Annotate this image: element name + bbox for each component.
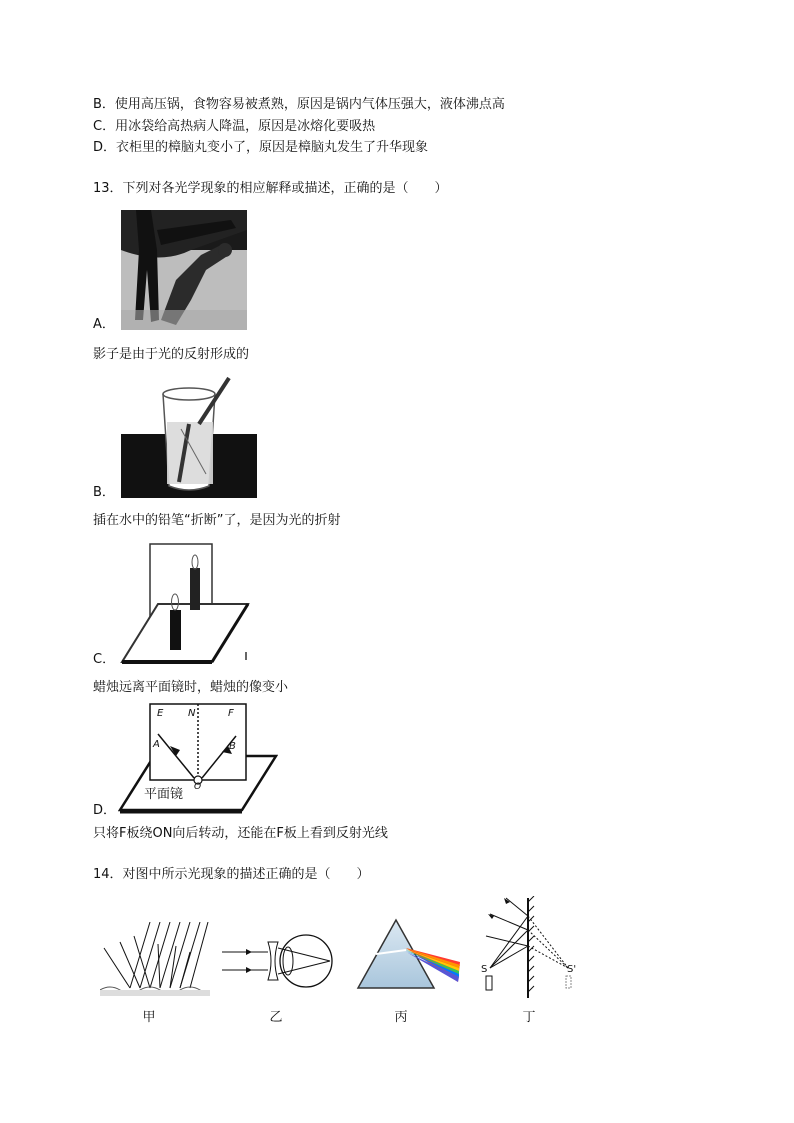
q13-a-text: 影子是由于光的反射形成的 <box>93 347 250 362</box>
label-a: A <box>153 739 160 750</box>
label-s: S <box>481 964 488 975</box>
q14-stem: 14．对图中所示光现象的描述正确的是（ ） <box>93 867 370 882</box>
candle-mirror-figure <box>118 540 252 666</box>
q12-option-c: C．用冰袋给高热病人降温，原因是冰熔化要吸热 <box>93 119 376 134</box>
caption-bing: 丙 <box>394 1010 408 1025</box>
label-f: F <box>228 708 234 719</box>
q13-c-text: 蜡烛远离平面镜时，蜡烛的像变小 <box>93 680 289 695</box>
label-s-prime: S' <box>567 964 577 975</box>
plane-mirror-image-figure <box>476 896 582 1000</box>
q12-option-d: D．衣柜里的樟脑丸变小了，原因是樟脑丸发生了升华现象 <box>93 140 429 155</box>
label-e: E <box>157 708 164 719</box>
label-b: B <box>229 741 236 752</box>
label-o: O <box>194 782 202 792</box>
reflection-board-figure <box>118 702 278 814</box>
pencil-in-water-figure <box>121 374 257 498</box>
q13-a-label: A． <box>93 317 115 332</box>
q13-d-text: 只将F板绕ON向后转动，还能在F板上看到反射光线 <box>93 826 388 841</box>
caption-jia: 甲 <box>142 1010 156 1025</box>
shadow-photo <box>121 210 247 330</box>
q12-option-b: B．使用高压锅，食物容易被煮熟，原因是锅内气体压强大，液体沸点高 <box>93 97 505 112</box>
q13-d-label: D． <box>93 803 117 818</box>
caption-ding: 丁 <box>522 1010 536 1025</box>
eye-lens-figure <box>222 934 334 988</box>
diffuse-reflection-figure <box>100 922 210 998</box>
prism-dispersion-figure <box>356 918 462 992</box>
mirror-label: 平面镜 <box>144 787 184 802</box>
q13-b-label: B． <box>93 485 115 500</box>
caption-yi: 乙 <box>269 1010 283 1025</box>
label-n: N <box>188 708 196 719</box>
q13-b-text: 插在水中的铅笔“折断”了，是因为光的折射 <box>93 513 341 528</box>
q13-stem: 13．下列对各光学现象的相应解释或描述，正确的是（ ） <box>93 181 448 196</box>
q13-c-label: C． <box>93 652 116 667</box>
